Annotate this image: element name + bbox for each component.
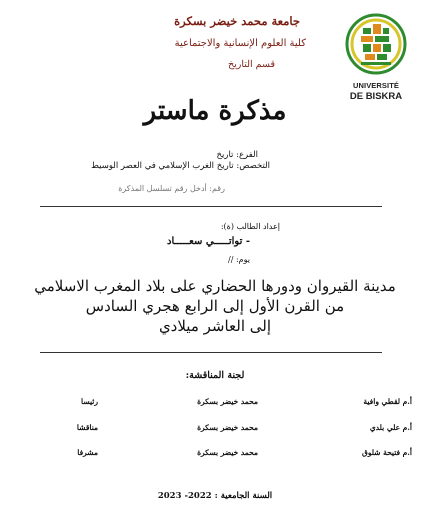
defense-day: يوم: // <box>228 255 250 264</box>
jury-member-role: مشرفا <box>77 448 98 457</box>
thesis-title <box>0 276 430 336</box>
jury-heading: لجنة المناقشة: <box>185 370 245 381</box>
jury-member-name: أ.م لقطي وافية <box>363 397 412 406</box>
jury-member-university: محمد خيضر بسكرة <box>197 397 258 406</box>
department-name: قسم التاريخ <box>227 59 275 70</box>
document-title: مذكرة ماستر <box>143 96 287 126</box>
prepared-by-label: إعداد الطالب (ة): <box>220 222 280 231</box>
thesis-title-line-1: مدينة القيروان ودورها الحضاري على بلاد المغرب الاسلامي <box>34 277 396 295</box>
jury-member-university: محمد خيضر بسكرة <box>197 448 258 457</box>
academic-year: السنة الجامعية : 2022- 2023 <box>157 491 273 501</box>
divider-top <box>40 206 382 207</box>
jury-member-university: محمد خيضر بسكرة <box>197 423 258 432</box>
jury-member-role: مناقشا <box>76 423 98 432</box>
university-name: جامعة محمد خيضر بسكرة <box>174 14 300 28</box>
university-logo <box>345 12 407 102</box>
logo-emblem-icon <box>345 12 407 78</box>
serial-number-placeholder: رقم: أدخل رقم تسلسل المذكرة <box>118 184 225 193</box>
thesis-title-line-2: من القرن الأول إلى الرابع هجري السادس <box>85 297 345 315</box>
branch-label: الفرع: تاريخ <box>216 150 258 160</box>
jury-member-role: رئيسا <box>81 397 98 406</box>
thesis-title-line-3: إلى العاشر ميلادي <box>158 317 272 335</box>
faculty-name: كلية العلوم الإنسانية والاجتماعية <box>174 38 306 49</box>
student-name: - تواتـــــي سعـــــاد <box>167 236 250 247</box>
jury-member-name: أ.م علي بلدي <box>369 423 412 432</box>
logo-line-1: UNIVERSITÉ <box>352 81 399 90</box>
divider-bottom <box>40 352 382 353</box>
logo-line-2: DE BISKRA <box>349 91 403 102</box>
specialty-label: التخصص: تاريخ الغرب الإسلامي في العصر الوسيط <box>91 161 270 171</box>
jury-member-name: أ.م فتيحة شلوق <box>362 448 412 457</box>
